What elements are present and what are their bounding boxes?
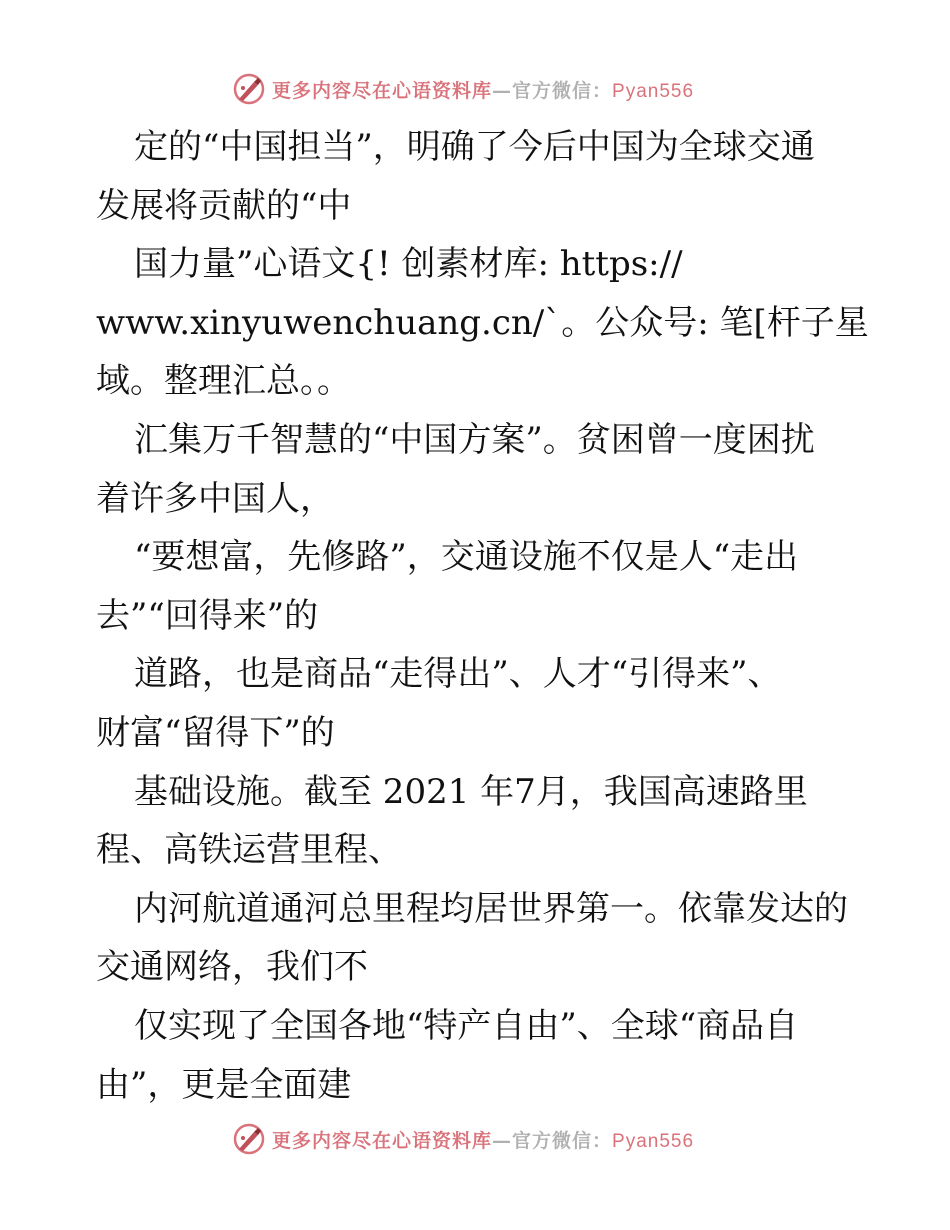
header-brand-text: 更多内容尽在心语资料库	[272, 79, 493, 102]
text-line: 仅实现了全国各地“特产自由”、全球“商品自	[134, 1005, 799, 1046]
header-banner-text	[272, 76, 694, 103]
text-line: 基础设施。截至 2021 年7月，我国高速路里	[134, 771, 808, 812]
header-banner	[232, 70, 732, 108]
text-line: 去”“回得来”的	[96, 595, 319, 636]
text-line: 财富“留得下”的	[96, 712, 335, 753]
body-text	[96, 118, 869, 1114]
pen-logo-icon	[232, 1122, 266, 1156]
text-line: 发展将贡献的“中	[96, 185, 352, 226]
text-line: 内河航道通河总里程均居世界第一。依靠发达的	[134, 888, 848, 929]
footer-banner-text	[272, 1126, 694, 1153]
text-line: 汇集万千智慧的“中国方案”。贫困曾一度困扰	[134, 419, 815, 460]
text-line: 着许多中国人，	[96, 478, 334, 519]
text-line: 交通网络，我们不	[96, 947, 368, 988]
footer-brand-text: 更多内容尽在心语资料库	[272, 1129, 493, 1152]
text-line: 域。整理汇总。。	[96, 361, 351, 402]
text-line: 国力量”心语文{! 创素材库: https://	[134, 244, 683, 285]
text-line: www.xinyuwenchuang.cn/`。公众号: 笔[杆子星	[96, 302, 869, 343]
text-line: 由”，更是全面建	[96, 1064, 352, 1105]
text-line: 程、高铁运营里程、	[96, 830, 402, 871]
text-line: 定的“中国担当”，明确了今后中国为全球交通	[134, 127, 815, 167]
pen-logo-icon	[232, 72, 266, 106]
footer-banner	[232, 1120, 732, 1158]
header-dash-text: —官方微信：	[492, 79, 613, 102]
footer-dash-text: —官方微信：	[492, 1129, 613, 1152]
header-wechat-id: Pyan556	[612, 80, 695, 102]
footer-wechat-id: Pyan556	[612, 1130, 695, 1152]
text-line: 道路，也是商品“走得出”、人才“引得来”、	[134, 654, 782, 695]
text-line: “要想富，先修路”，交通设施不仅是人“走出	[134, 537, 799, 578]
